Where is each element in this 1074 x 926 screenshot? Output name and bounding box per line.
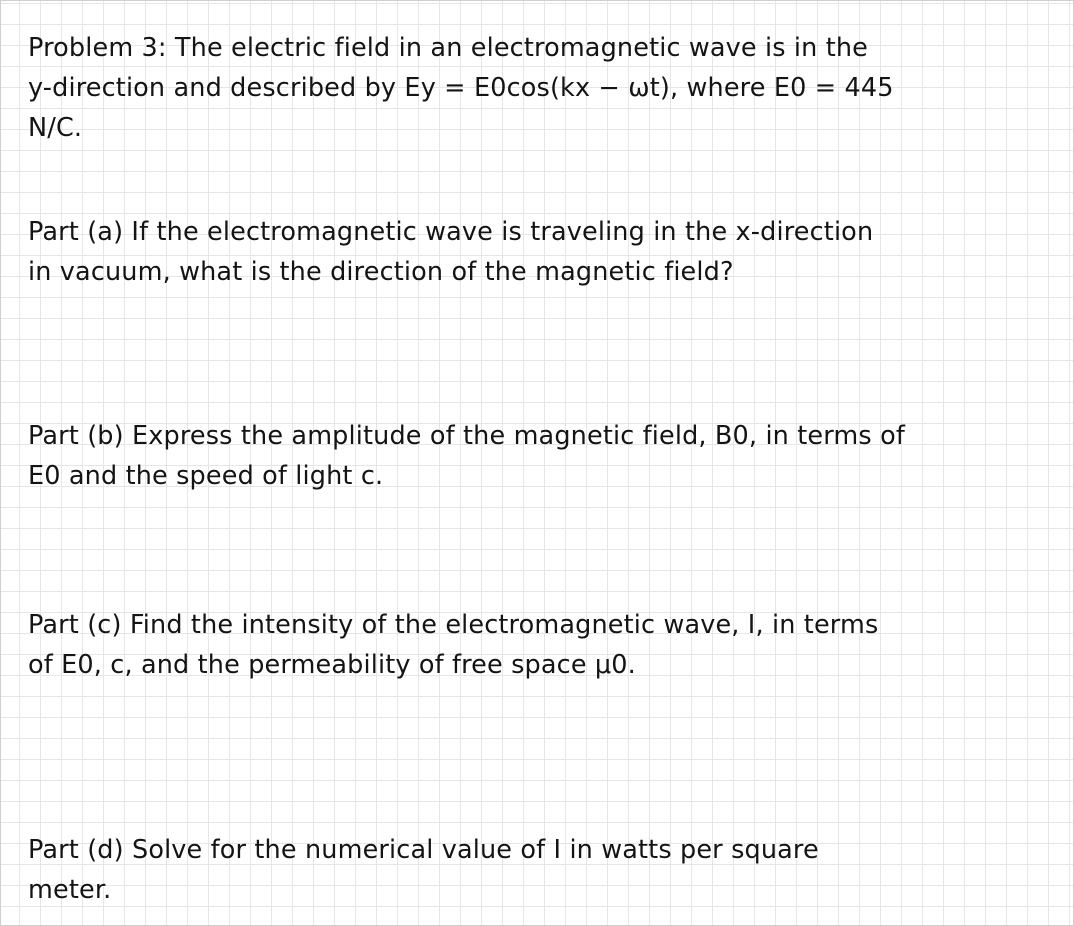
- part-b-line-1: Part (b) Express the amplitude of the magnetic field, B0, in terms of: [28, 421, 905, 451]
- part-c-question: [28, 605, 1058, 685]
- problem-line-1: Problem 3: The electric field in an electromagnetic wave is in the: [28, 33, 869, 63]
- problem-line-3: N/C.: [28, 113, 83, 143]
- part-d-line-2: meter.: [28, 875, 112, 905]
- part-a-line-1: Part (a) If the electromagnetic wave is traveling in the x-direction: [28, 217, 874, 247]
- part-b-question: [28, 416, 1058, 496]
- part-b-line-2: E0 and the speed of light c.: [28, 461, 384, 491]
- part-d-question: [28, 830, 1058, 910]
- problem-line-2: y-direction and described by Ey = E0cos(kx − ωt), where E0 = 445: [28, 73, 894, 103]
- problem-statement: [28, 28, 1058, 148]
- part-a-question: [28, 212, 1058, 292]
- part-a-line-2: in vacuum, what is the direction of the magnetic field?: [28, 257, 734, 287]
- part-d-line-1: Part (d) Solve for the numerical value of I in watts per square: [28, 835, 819, 865]
- part-c-line-2: of E0, c, and the permeability of free space μ0.: [28, 650, 636, 680]
- part-c-line-1: Part (c) Find the intensity of the electromagnetic wave, I, in terms: [28, 610, 879, 640]
